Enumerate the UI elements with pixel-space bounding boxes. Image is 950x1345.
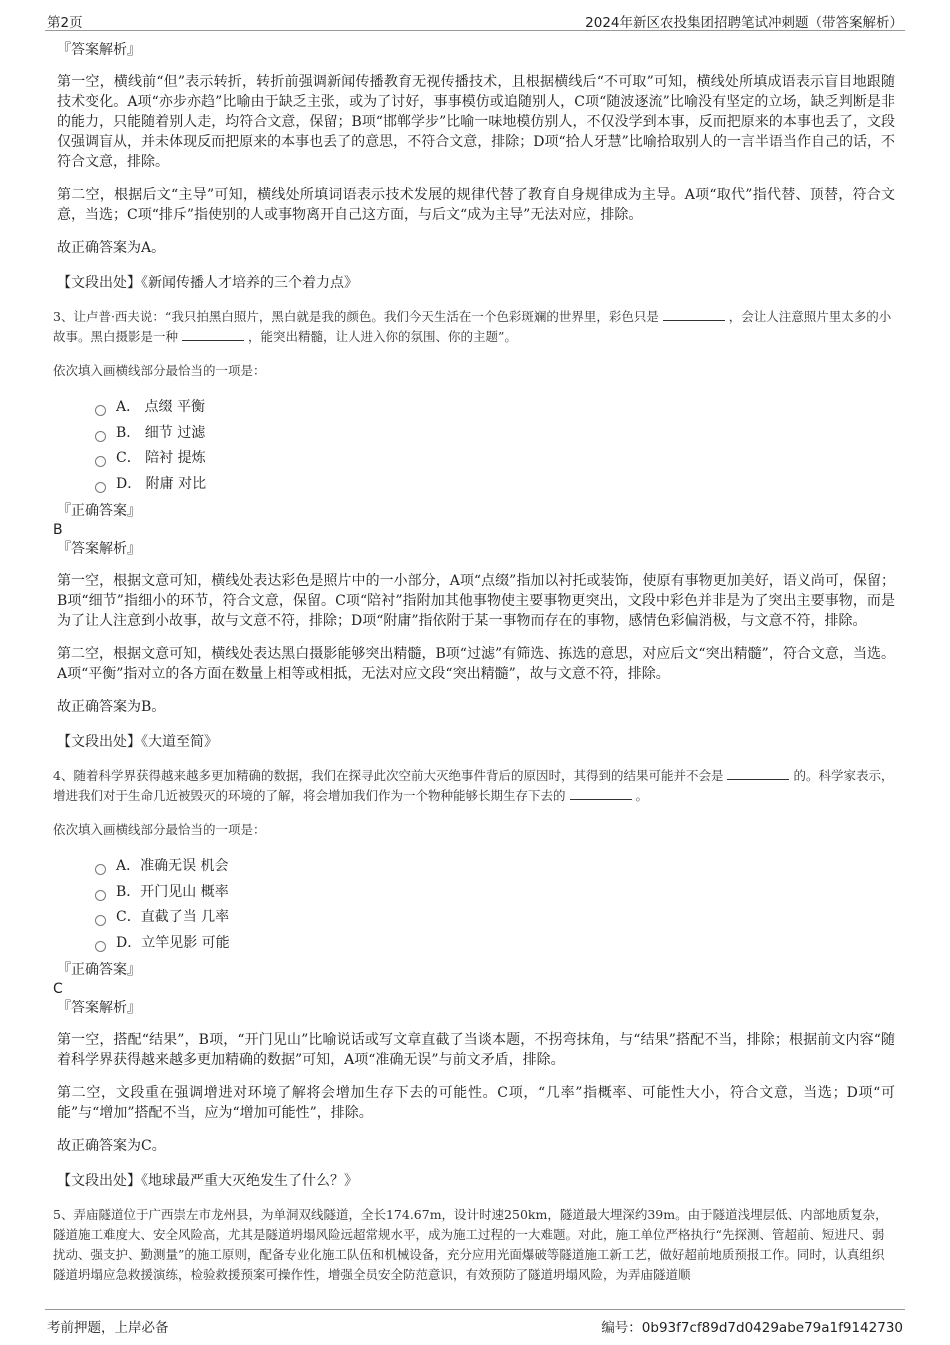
q2-source: 【文段出处】《新闻传播人才培养的三个着力点》: [57, 275, 358, 291]
footer-slogan: 考前押题，上岸必备: [47, 1320, 169, 1336]
fill-blank: [570, 787, 632, 800]
radio-icon[interactable]: [95, 864, 106, 875]
radio-icon[interactable]: [95, 941, 106, 952]
page-number: 第2页: [47, 15, 83, 31]
q3-option-c[interactable]: C． 陪衬 提炼: [95, 446, 895, 472]
q4-conclusion: 故正确答案为C。: [57, 1138, 166, 1154]
q4-prompt: 依次填入画横线部分最恰当的一项是：: [53, 822, 266, 837]
fill-blank: [663, 308, 725, 321]
q4-options: [95, 854, 895, 956]
page-footer: [45, 1309, 905, 1336]
q3-prompt: 依次填入画横线部分最恰当的一项是：: [53, 363, 266, 378]
q3-stem: 3、让卢普·西夫说：“我只拍黑白照片，黑白就是我的颜色。我们今天生活在一个色彩斑斓的世界里，彩色只是 ，会让人注意照片里太多的小故事。黑白摄影是一种 ，能突出精髓，让人进入你的氛围、你的主题”。: [53, 309, 892, 344]
fill-blank: [182, 328, 244, 341]
q5-stem: 5、弄庙隧道位于广西崇左市龙州县，为单洞双线隧道，全长174.67m，设计时速250km，隧道最大埋深约39m。由于隧道浅埋层低、内部地质复杂，隧道施工难度大、安全风险高，尤其是隧道坍塌风险远超常规水平，成为施工过程的一大难题。对此，施工单位严格执行“先探测、管超前、短进尺、弱扰动、强支护、勤测量”的施工原则，配备专业化施工队伍和机械设备，充分应用光面爆破等隧道施工新工艺，做好超前地质预报工作。同时，认真组织隧道坍塌应急救援演练，检验救援预案可操作性，增强全员安全防范意识，有效预防了隧道坍塌风险，为弄庙隧道顺: [53, 1207, 888, 1282]
q2-analysis-para-2: 第二空，根据后文“主导”可知，横线处所填词语表示技术发展的规律代替了教育自身规律成为主导。A项“取代”指代替、顶替，符合文意，当选；C项“排斥”指使别的人或事物离开自己这方面，与后文“成为主导”无法对应，排除。: [57, 187, 895, 223]
q4-answer: C: [53, 981, 63, 997]
analysis-label: 『答案解析』: [57, 42, 141, 58]
page-header: [45, 8, 905, 31]
correct-answer-label: 『正确答案』: [57, 503, 141, 519]
q4-stem: 4、随着科学界获得越来越多更加精确的数据，我们在探寻此次空前大灭绝事件背后的原因时，其得到的结果可能并不会是 的。科学家表示，增进我们对于生命几近被毁灭的环境的了解，将会增加我们作为一个物种能够长期生存下去的 。: [53, 768, 894, 803]
document-title: 2024年新区农投集团招聘笔试冲刺题（带答案解析）: [585, 15, 903, 31]
fill-blank: [727, 767, 789, 780]
q4-option-c[interactable]: C．直截了当 几率: [95, 905, 895, 931]
q4-option-d[interactable]: D．立竿见影 可能: [95, 931, 895, 957]
radio-icon[interactable]: [95, 431, 106, 442]
radio-icon[interactable]: [95, 456, 106, 467]
q4-source: 【文段出处】《地球最严重大灭绝发生了什么？》: [57, 1173, 358, 1189]
q3-conclusion: 故正确答案为B。: [57, 699, 166, 715]
analysis-label: 『答案解析』: [57, 541, 141, 557]
q3-options: [95, 395, 895, 497]
q4-option-b[interactable]: B．开门见山 概率: [95, 880, 895, 906]
radio-icon[interactable]: [95, 482, 106, 493]
q2-analysis-para-1: 第一空，横线前“但”表示转折，转折前强调新闻传播教育无视传播技术，且根据横线后“不可取”可知，横线处所填成语表示盲目地跟随技术变化。A项“亦步亦趋”比喻由于缺乏主张，或为了讨好，事事模仿或追随别人，C项“随波逐流”比喻没有坚定的立场，缺乏判断是非的能力，只能随着别人走，均符合文意，保留；B项“邯郸学步”比喻一味地模仿别人，不仅没学到本事，反而把原来的本事也丢了，文段仅强调盲从，并未体现反而把原来的本事也丢了的意思，不符合文意，排除；D项“拾人牙慧”比喻拾取别人的一言半语当作自己的话，不符合文意，排除。: [57, 74, 895, 170]
q3-option-d[interactable]: D． 附庸 对比: [95, 472, 895, 498]
correct-answer-label: 『正确答案』: [57, 962, 141, 978]
q3-option-a[interactable]: A． 点缀 平衡: [95, 395, 895, 421]
radio-icon[interactable]: [95, 915, 106, 926]
q3-analysis-para-2: 第二空，根据文意可知，横线处表达黑白摄影能够突出精髓，B项“过滤”有筛选、拣选的意思，对应后文“突出精髓”，符合文意，当选。A项“平衡”指对立的各方面在数量上相等或相抵，无法对应文段“突出精髓”，故与文意不符，排除。: [57, 646, 895, 682]
document-code: 编号：0b93f7cf89d7d0429abe79a1f9142730: [601, 1320, 903, 1336]
q4-analysis-para-1: 第一空，搭配“结果”，B项，“开门见山”比喻说话或写文章直截了当谈本题，不拐弯抹角，与“结果”搭配不当，排除；根据前文内容“随着科学界获得越来越多更加精确的数据”可知，A项“准确无误”与前文矛盾，排除。: [57, 1032, 895, 1068]
q3-analysis-para-1: 第一空，根据文意可知，横线处表达彩色是照片中的一小部分，A项“点缀”指加以衬托或装饰，使原有事物更加美好，语义尚可，保留；B项“细节”指细小的环节，符合文意，保留。C项“陪衬”指附加其他事物使主要事物更突出，文段中彩色并非是为了突出主要事物，而是为了让人注意到小故事，故与文意不符，排除；D项“附庸”指依附于某一事物而存在的事物，感情色彩偏消极，与文意不符，排除。: [57, 573, 895, 629]
radio-icon[interactable]: [95, 405, 106, 416]
q2-conclusion: 故正确答案为A。: [57, 240, 166, 256]
q3-answer: B: [53, 522, 63, 538]
radio-icon[interactable]: [95, 890, 106, 901]
q4-analysis-para-2: 第二空，文段重在强调增进对环境了解将会增加生存下去的可能性。C项，“几率”指概率、可能性大小，符合文意，当选；D项“可能”与“增加”搭配不当，应为“增加可能性”，排除。: [57, 1085, 895, 1121]
q4-option-a[interactable]: A．准确无误 机会: [95, 854, 895, 880]
q3-source: 【文段出处】《大道至简》: [57, 734, 218, 750]
analysis-label: 『答案解析』: [57, 1000, 141, 1016]
q3-option-b[interactable]: B． 细节 过滤: [95, 421, 895, 447]
page-content: [53, 40, 895, 1285]
